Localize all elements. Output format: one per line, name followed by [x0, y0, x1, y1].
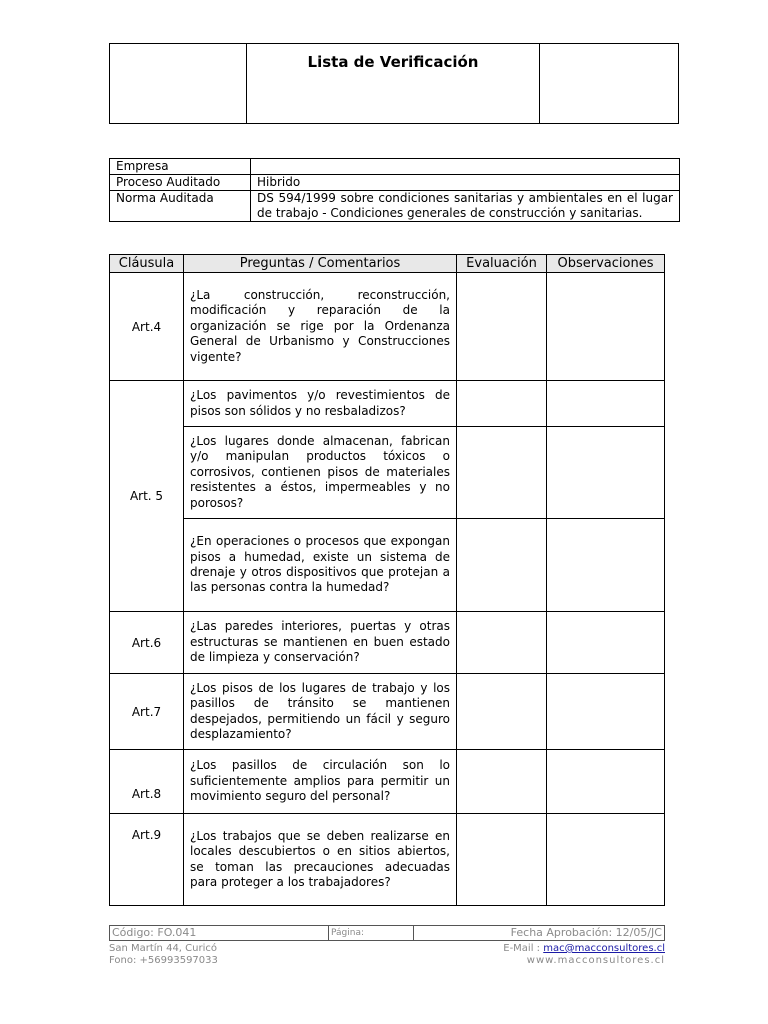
footer-email-link[interactable]: mac@macconsultores.cl [543, 943, 665, 954]
footer-email-label: E-Mail : [503, 943, 541, 954]
checklist-table [109, 254, 665, 906]
footer-contact-left [109, 943, 218, 967]
observation-cell[interactable] [547, 674, 665, 750]
footer-approval-date: Fecha Aprobación: 12/05/JC [510, 926, 662, 939]
header-logo-cell [110, 44, 247, 124]
footer-code: Código: FO.041 [110, 926, 329, 940]
table-row [110, 273, 665, 381]
clause-cell: Art.8 [110, 750, 184, 814]
table-row [110, 427, 665, 519]
table-row [110, 750, 665, 814]
column-header-preguntas: Preguntas / Comentarios [184, 255, 457, 273]
document-title: Lista de Verificación [247, 44, 540, 124]
evaluation-cell[interactable] [457, 814, 547, 906]
clause-cell: Art. 5 [110, 381, 184, 612]
info-value: Hibrido [251, 175, 680, 191]
column-header-observaciones: Observaciones [547, 255, 665, 273]
question-cell: ¿Los pavimentos y/o revestimientos de pisos son sólidos y no resbaladizos? [184, 381, 457, 427]
footer-bar [109, 925, 665, 941]
evaluation-cell[interactable] [457, 273, 547, 381]
footer-phone: Fono: +56993597033 [109, 955, 218, 966]
question-cell: ¿Los pasillos de circulación son lo suficientemente amplios para permitir un movimiento seguro del personal? [184, 750, 457, 814]
header-right-cell [540, 44, 679, 124]
footer-website[interactable]: www.macconsultores.cl [526, 955, 665, 966]
footer-contact-right [503, 943, 665, 967]
info-row [110, 159, 680, 175]
table-row [110, 612, 665, 674]
table-header-row [110, 255, 665, 273]
evaluation-cell[interactable] [457, 381, 547, 427]
info-table [109, 158, 680, 222]
table-row [110, 674, 665, 750]
clause-cell: Art.9 [110, 814, 184, 906]
clause-cell: Art.4 [110, 273, 184, 381]
observation-cell[interactable] [547, 814, 665, 906]
question-cell: ¿La construcción, reconstrucción, modificación y reparación de la organización se rige por la Ordenanza General de Urbanismo y Construcciones vigente? [184, 273, 457, 381]
info-value [251, 159, 680, 175]
evaluation-cell[interactable] [457, 427, 547, 519]
question-cell: ¿Los trabajos que se deben realizarse en locales descubiertos o en sitios abiertos, se toman las precauciones adecuadas para proteger a los trabajadores? [184, 814, 457, 906]
observation-cell[interactable] [547, 427, 665, 519]
observation-cell[interactable] [547, 750, 665, 814]
clause-cell: Art.7 [110, 674, 184, 750]
clause-cell: Art.6 [110, 612, 184, 674]
info-row [110, 175, 680, 191]
evaluation-cell[interactable] [457, 519, 547, 612]
info-value: DS 594/1999 sobre condiciones sanitarias y ambientales en el lugar de trabajo - Condiciones generales de construcción y sanitarias. [251, 191, 680, 222]
question-cell: ¿Los pisos de los lugares de trabajo y los pasillos de tránsito se mantienen despejados, permitiendo un fácil y seguro desplazamiento? [184, 674, 457, 750]
column-header-clausula: Cláusula [110, 255, 184, 273]
footer-page: Página: [329, 926, 414, 940]
page-footer [109, 925, 665, 967]
header-table [109, 43, 679, 124]
evaluation-cell[interactable] [457, 674, 547, 750]
evaluation-cell[interactable] [457, 612, 547, 674]
observation-cell[interactable] [547, 519, 665, 612]
info-label: Proceso Auditado [110, 175, 251, 191]
observation-cell[interactable] [547, 612, 665, 674]
question-cell: ¿Los lugares donde almacenan, fabrican y/o manipulan productos tóxicos o corrosivos, contienen pisos de materiales resistentes a éstos, impermeables y no porosos? [184, 427, 457, 519]
observation-cell[interactable] [547, 381, 665, 427]
table-row [110, 814, 665, 906]
observation-cell[interactable] [547, 273, 665, 381]
question-cell: ¿Las paredes interiores, puertas y otras estructuras se mantienen en buen estado de limpieza y conservación? [184, 612, 457, 674]
info-row [110, 191, 680, 222]
info-label: Norma Auditada [110, 191, 251, 222]
question-cell: ¿En operaciones o procesos que expongan pisos a humedad, existe un sistema de drenaje y otros dispositivos que protejan a las personas contra la humedad? [184, 519, 457, 612]
footer-address: San Martín 44, Curicó [109, 943, 217, 954]
evaluation-cell[interactable] [457, 750, 547, 814]
column-header-evaluacion: Evaluación [457, 255, 547, 273]
table-row [110, 519, 665, 612]
info-label: Empresa [110, 159, 251, 175]
table-row [110, 381, 665, 427]
